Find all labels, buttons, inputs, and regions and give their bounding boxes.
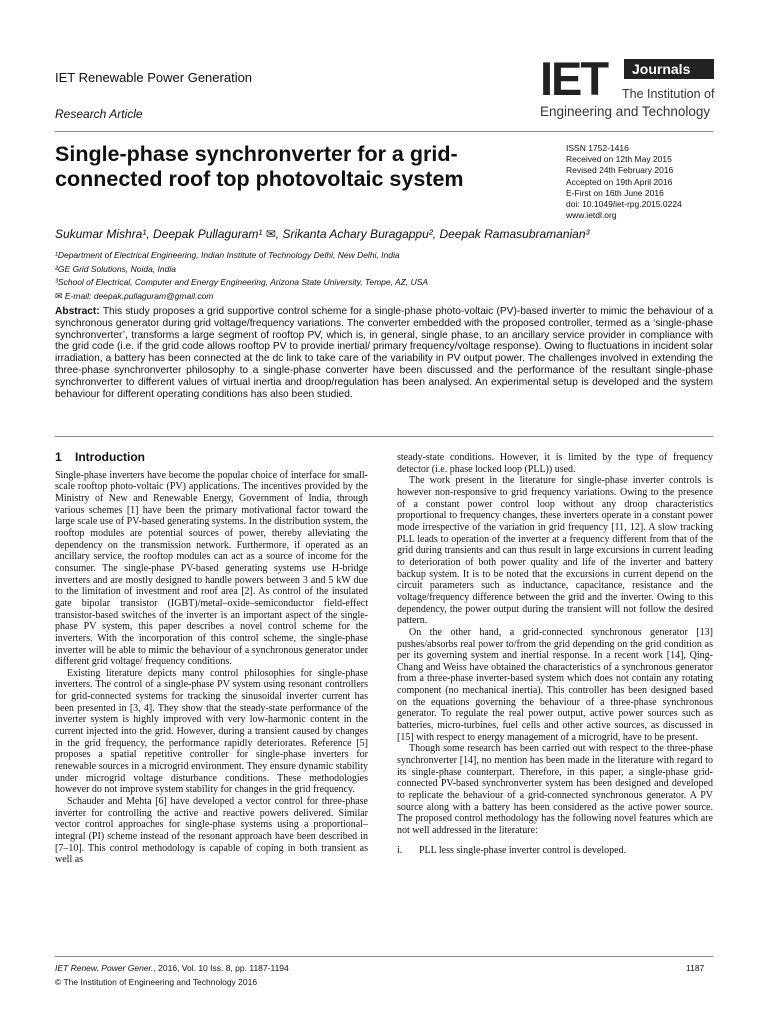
issn: ISSN 1752-1416 (566, 143, 629, 153)
envelope-icon: ✉ (55, 290, 63, 301)
website[interactable]: www.ietdl.org (566, 210, 617, 221)
journal-abbreviation: IET Renew. Power Gener. (55, 963, 154, 973)
paper-title: Single-phase synchronverter for a grid-connected roof top photovoltaic system (55, 142, 464, 191)
email-address[interactable]: E-mail: deepak.pullaguram@gmail.com (64, 290, 214, 301)
section-number: 1 (55, 450, 62, 464)
authors: Sukumar Mishra¹, Deepak Pullaguram¹ ✉, Srikanta Achary Buragappu², Deepak Ramasubramanian³ (55, 227, 590, 241)
footer-copyright: © The Institution of Engineering and Technology 2016 (55, 977, 258, 987)
list-text: PLL less single-phase inverter control is developed. (419, 844, 627, 856)
paragraph: Schauder and Mehta [6] have developed a vector control for three-phase inverter for controlling the active and reactive powers delivered. Similar vector control approaches for single-phase systems using a proportional–integral (PI) scheme instead of the resonant approach have been described in [7–10]. This control methodology is capable of coping in both transient as well as (55, 796, 368, 866)
page-number: 1187 (686, 963, 705, 973)
journal-name: IET Renewable Power Generation (55, 70, 253, 85)
iet-logo-letters: IET (540, 52, 608, 105)
paragraph: Single-phase inverters have become the popular choice of interface for small-scale rooftop photo-voltaic (PV) applications. The incentives provided by the Ministry of New and Renewable Energy, Government of India, through various schemes [1] have been the primary motivational factor toward the large scale use of PV-based generating systems. In the distribution system, the rooftop modules are potential sources of power, thereby alleviating the dependency on the transmission network. Furthermore, if operated as an ancillary service, the rooftop modules can act as a source of income for the consumer. The single-phase PV-based generating systems use H-bridge inverters and are mostly designed to handle powers between 3 and 5 kW due to the limitation of investment and roof area [2]. As control of the insulated gate bipolar transistor (IGBT)/metal–oxide–semiconductor field-effect transistor-based switches of the inverter is an important aspect of the single-phase PV system, this paper describes a novel control scheme for the inverters. With the incorporation of this control scheme, the single-phase inverter will be able to mimic the behaviour of a synchronous generator under different grid voltage/ frequency conditions. (55, 469, 368, 668)
email-line (55, 290, 428, 304)
accepted-date: Accepted on 19th April 2016 (566, 176, 673, 187)
publication-info (566, 143, 682, 221)
received-date: Received on 12th May 2015 (566, 154, 672, 165)
section-heading (55, 452, 368, 464)
affiliations (55, 249, 428, 303)
section-title: Introduction (75, 450, 145, 464)
right-column (397, 452, 713, 856)
institution-line-1: The Institution of (622, 87, 715, 101)
title-divider (55, 131, 713, 132)
paragraph: On the other hand, a grid-connected synchronous generator [13] pushes/absorbs real power to/from the grid depending on the grid condition as per its governing system and inertial response. In a recent work [14], Qing-Chang and Weiss have obtained the characteristics of a synchronous generator from a three-phase inverter-based system which does not contain any rotating component (no mechanical inertia). This controller has been designed based on the equations governing the behaviour of a three-phase synchronous generator. To regulate the real power output, active power sources such as batteries, micro-turbines, fuel cells and other active sources, as discussed in [15] with respect to energy management of a microgrid, have to be present. (397, 626, 713, 743)
e-first-date: E-First on 16th June 2016 (566, 187, 664, 198)
abstract (55, 306, 713, 400)
footer-citation (55, 963, 289, 973)
affiliation-2: ²GE Grid Solutions, Noida, India (55, 263, 176, 274)
affiliation-3: ³School of Electrical, Computer and Energy Engineering, Arizona State University, Tempe, AZ, USA (55, 277, 429, 287)
abstract-text: This study proposes a grid supportive control scheme for a single-phase photo-voltaic (PV)-based inverter to mimic the behaviour of a synchronous generator during grid voltage/frequency variations. The converter embedded with the proposed controller, termed as a ‘single-phase synchronverter’, transforms a large segment of rooftop PV, which is, in general, single phase, to an ancillary service provider in compliance with the grid code (i.e. if the grid code allows rooftop PV to provide inertial/ primary frequency/voltage response). Owing to fluctuations in incident solar irradiation, a battery has been connected at the dc link to take care of the variability in PV output power. The challenges involved in extending the three-phase synchronverter philosophy to a single-phase converter have been discussed and the performance of the resultant single-phase synchronverter to different values of virtual inertia and droop/regulation has been analysed. An experimental setup is developed and the system behaviour for different operating conditions has also been studied. (55, 306, 713, 400)
journals-badge: Journals (624, 59, 714, 79)
list-marker: i. (397, 844, 403, 856)
left-column (55, 452, 368, 866)
list-item (397, 845, 713, 857)
article-type: Research Article (55, 107, 143, 121)
paragraph: Though some research has been carried out with respect to the three-phase synchronverter [14], no mention has been made in the literature with regard to its single-phase counterpart. Therefore, in this paper, a single-phase grid-connected PV-based synchronverter system has been designed and developed to replicate the behaviour of a grid-connected synchronous generator. A PV source along with a battery has been considered as the active power source. The proposed control methodology has the following novel features which are not well addressed in the literature: (397, 743, 713, 836)
iet-logo (540, 52, 720, 125)
volume-info: , 2016, Vol. 10 Iss. 8, pp. 1187-1194 (153, 963, 289, 973)
doi: doi: 10.1049/iet-rpg.2015.0224 (566, 199, 682, 210)
paragraph: The work present in the literature for single-phase inverter controls is however non-responsive to grid frequency variations. Owing to the presence of a constant power control loop without any droop characteristics proportional to frequency changes, these inverters operate in a constant power mode irrespective of the variation in grid frequency [11, 12]. A slow tracking PLL leads to operation of the inverter at a frequency different from that of the grid during transients and can thus result in large excursions in current leading to deterioration of both power quality and life of the inverter and battery backup system. It is to be noted that the excursions in current depend on the circuit parameters such as inductance, capacitance, resistance and the voltage/frequency difference between the grid and the inverter. Owing to this dependency, the power output during the transient will not follow the desired pattern. (397, 475, 713, 627)
abstract-label: Abstract: (55, 306, 100, 317)
revised-date: Revised 24th February 2016 (566, 165, 674, 176)
paragraph: steady-state conditions. However, it is limited by the type of frequency detector (i.e. phase locked loop (PLL)) used. (397, 452, 713, 475)
footer-divider (55, 956, 713, 957)
abstract-divider (55, 436, 713, 437)
affiliation-1: ¹Department of Electrical Engineering, Indian Institute of Technology Delhi, New Delhi, India (55, 250, 400, 260)
institution-line-2: Engineering and Technology (540, 104, 711, 119)
paragraph: Existing literature depicts many control philosophies for single-phase inverters. The control of a single-phase PV system using resonant controllers for grid-connected systems for tracking the sinusoidal inverter current has been presented in [3, 4]. They show that the steady-state performance of the inverter system is highly improved with very low-harmonic content in the current injected into the grid. However, during a transient caused by changes in the grid frequency, the performance rapidly deteriorates. Reference [5] proposes a spatial repetitive controller for single-phase inverters for renewable sources in a microgrid environment. They ensure dynamic stability under microgrid voltage disturbance conditions. These methodologies however do not improve system stability for changes in the grid frequency. (55, 667, 368, 796)
